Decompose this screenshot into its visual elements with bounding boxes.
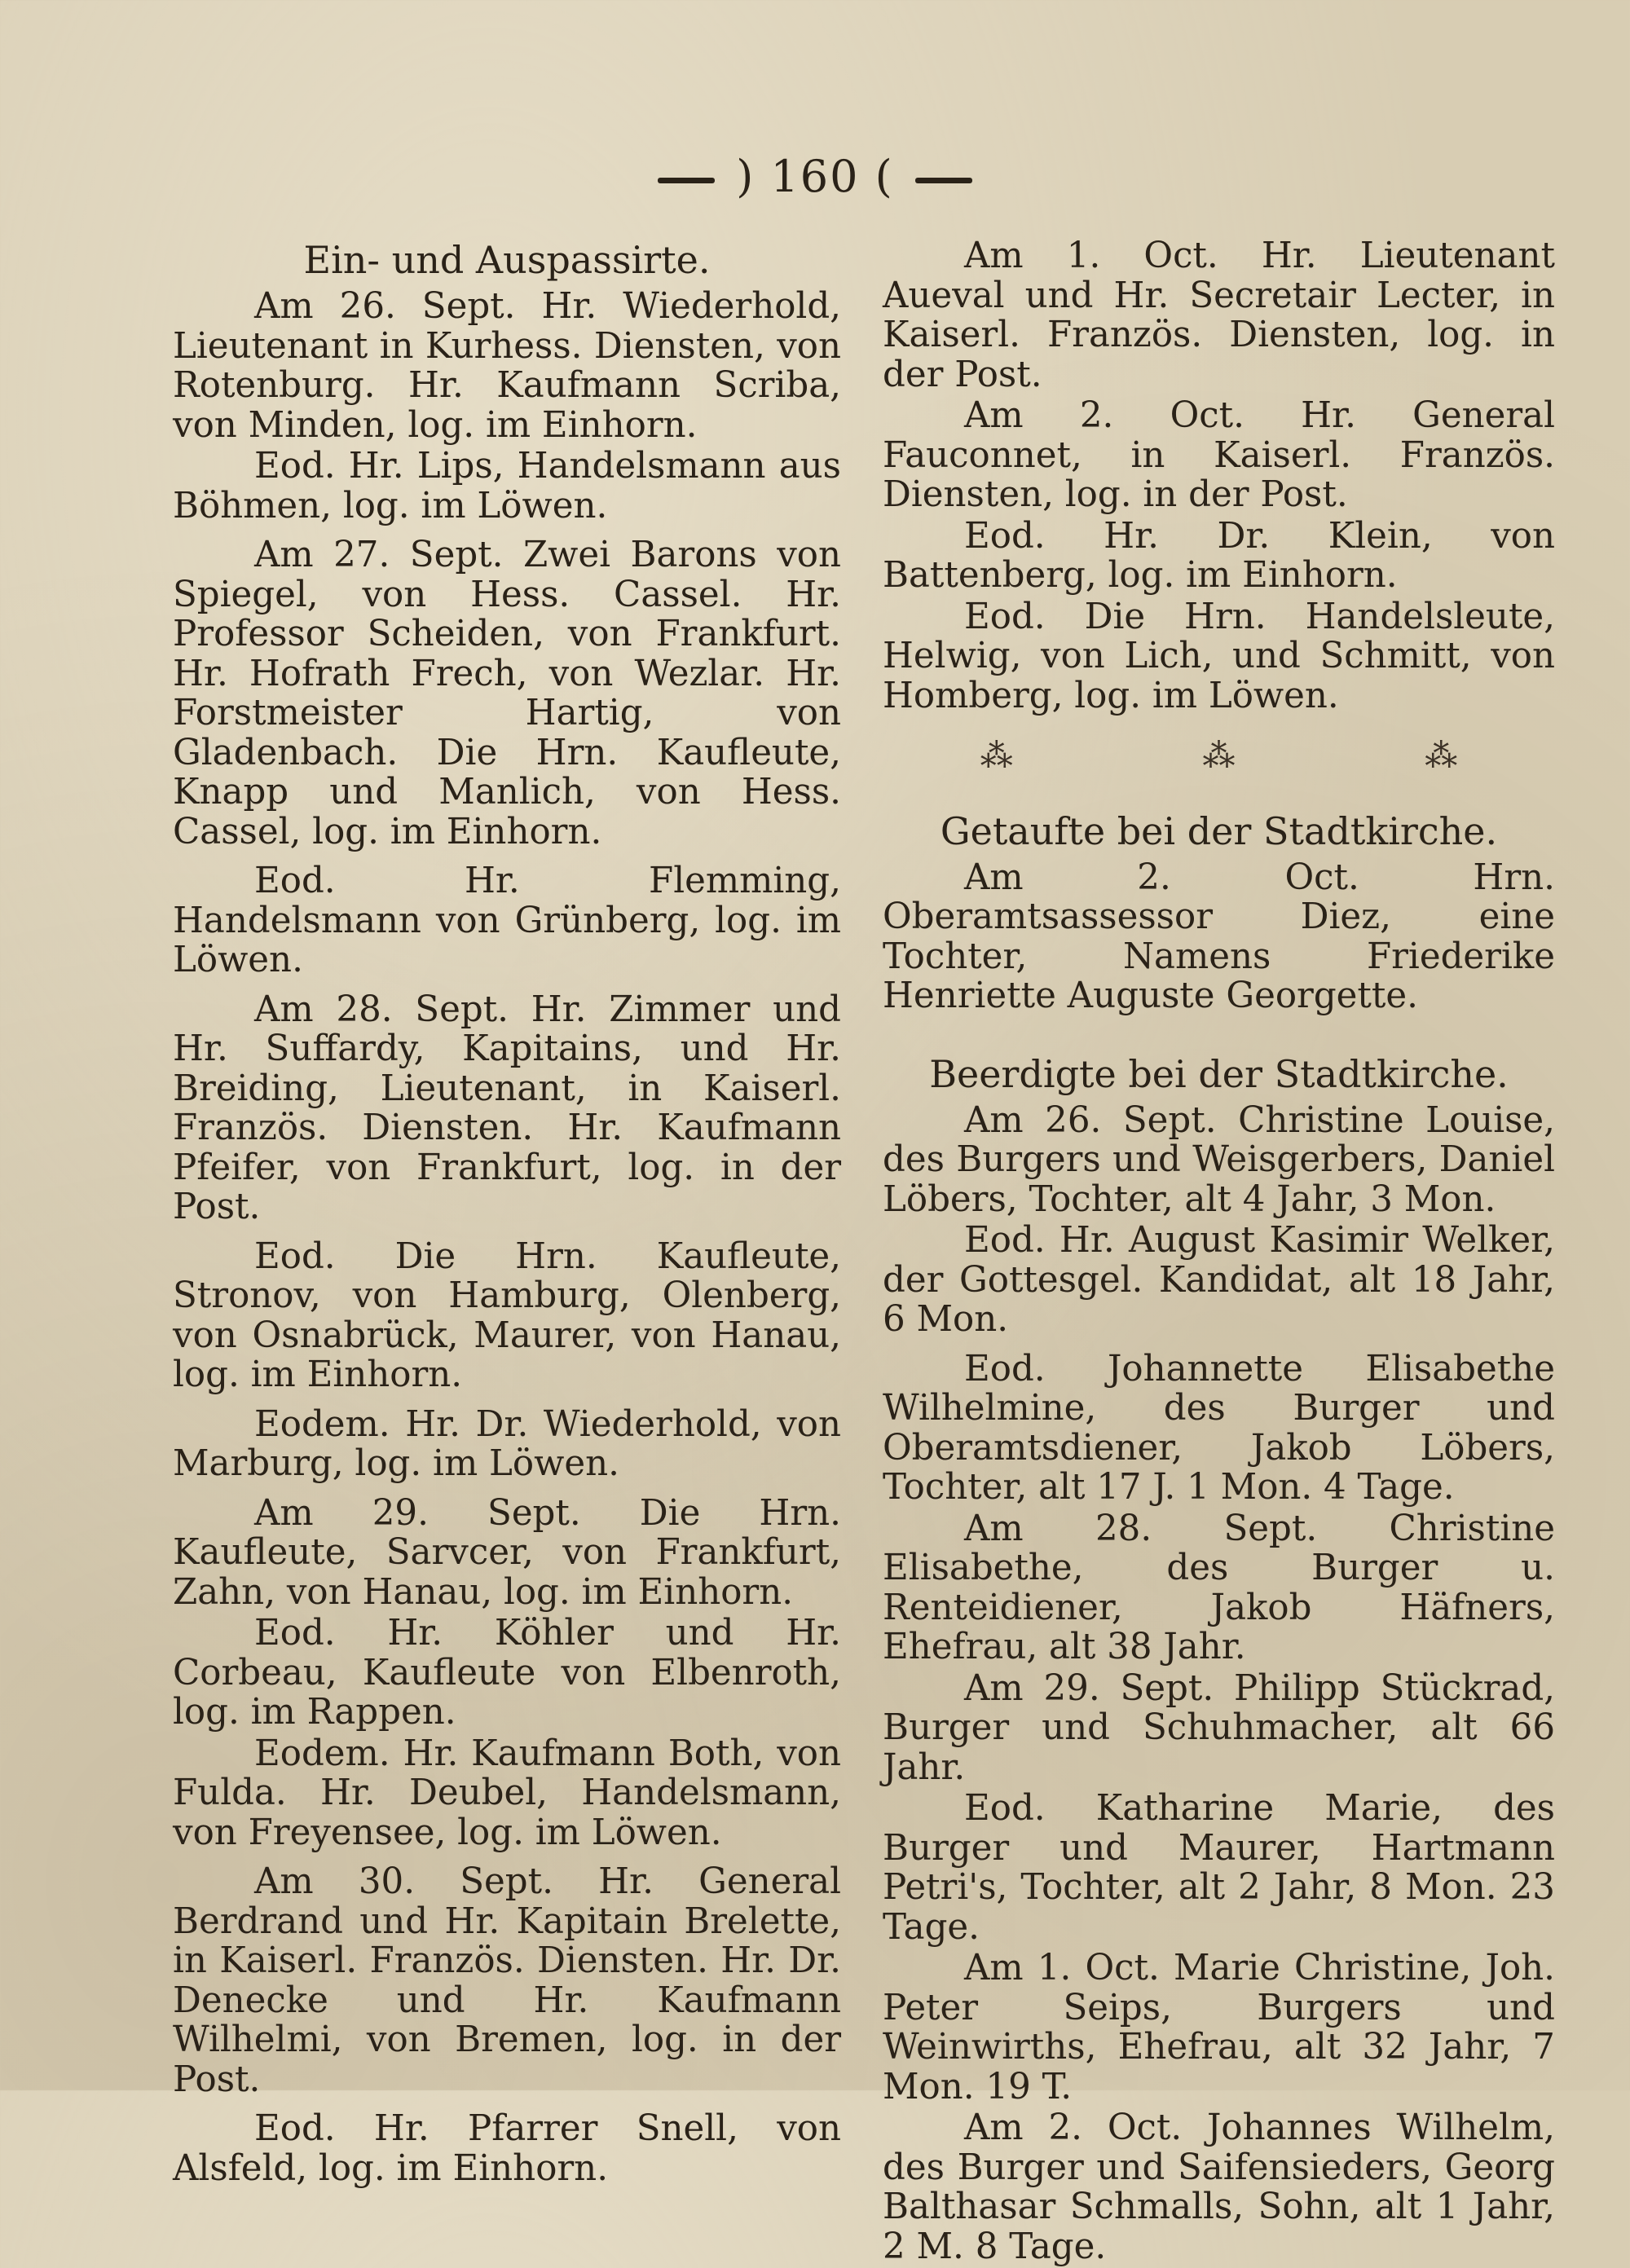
right-column — [883, 236, 1555, 2268]
section-heading-burials: Beerdigte bei der Stadtkirche. — [929, 1051, 1509, 1096]
entry-paragraph: Eod. Katharine Marie, des Burger und Maurer, Hartmann Petri's, Tochter, alt 2 Jahr, 8 Mon. 23 Tage. — [883, 1788, 1555, 1948]
header-rule-right — [915, 178, 972, 183]
entry-paragraph: Eod. Hr. Flemming, Handelsmann von Grünberg, log. im Löwen. — [173, 861, 841, 980]
entry-paragraph: Eod. Hr. Köhler und Hr. Corbeau, Kaufleute von Elbenroth, log. im Rappen. — [173, 1613, 841, 1733]
entry-paragraph: Am 30. Sept. Hr. General Berdrand und Hr. Kapitain Brelette, in Kaiserl. Französ. Diensten. Hr. Dr. Denecke und Hr. Kaufmann Wilhelmi, von Bremen, log. in der Post. — [173, 1861, 841, 2100]
entry-paragraph: Eodem. Hr. Dr. Wiederhold, von Marburg, log. im Löwen. — [173, 1403, 841, 1484]
left-column — [173, 236, 841, 2198]
entry-paragraph: Am 29. Sept. Philipp Stückrad, Burger und Schuhmacher, alt 66 Jahr. — [883, 1667, 1555, 1788]
entry-paragraph: Am 2. Oct. Hrn. Oberamtsassessor Diez, eine Tochter, Namens Friederike Henriette Auguste Georgette. — [883, 857, 1555, 1016]
section-spacer — [883, 1026, 1555, 1050]
entry-paragraph: Eod. Die Hrn. Kaufleute, Stronov, von Hamburg, Olenberg, von Osnabrück, Maurer, von Hanau, log. im Einhorn. — [173, 1235, 841, 1395]
entry-paragraph: Eod. Hr. Lips, Handelsmann aus Böhmen, log. im Löwen. — [173, 446, 841, 526]
entry-paragraph: Am 28. Sept. Hr. Zimmer und Hr. Suffardy, Kapitains, und Hr. Breiding, Lieutenant, in Kaiserl. Französ. Diensten. Hr. Kaufmann Pfeifer, von Frankfurt, log. in der Post. — [173, 989, 841, 1227]
entry-paragraph: Am 2. Oct. Hr. General Fauconnet, in Kaiserl. Französ. Diensten, log. in der Post. — [883, 395, 1555, 515]
entry-paragraph: Eod. Johannette Elisabethe Wilhelmine, des Burger und Oberamtsdiener, Jakob Löbers, Tochter, alt 17 J. 1 Mon. 4 Tage. — [883, 1348, 1555, 1508]
page-header — [0, 151, 1630, 202]
section-heading-baptisms: Getaufte bei der Stadtkirche. — [940, 808, 1498, 853]
entry-paragraph: Am 27. Sept. Zwei Barons von Spiegel, von Hess. Cassel. Hr. Professor Scheiden, von Frankfurt. Hr. Hofrath Frech, von Wezlar. Hr. Forstmeister Hartig, von Gladenbach. Die Hrn. Kaufleute, Knapp und Manlich, von Hess. Cassel, log. im Einhorn. — [173, 535, 841, 852]
entry-paragraph: Eod. Hr. Pfarrer Snell, von Alsfeld, log. im Einhorn. — [173, 2108, 841, 2189]
entry-paragraph: Eod. Die Hrn. Handelsleute, Helwig, von Lich, und Schmitt, von Homberg, log. im Löwen. — [883, 596, 1555, 716]
entry-paragraph: Am 1. Oct. Hr. Lieutenant Aueval und Hr. Secretair Lecter, in Kaiserl. Französ. Diensten, log. in der Post. — [883, 236, 1555, 395]
entry-paragraph: Eodem. Hr. Kaufmann Both, von Fulda. Hr. Deubel, Handelsmann, von Freyensee, log. im Löwen. — [173, 1733, 841, 1853]
entry-paragraph: Eod. Hr. August Kasimir Welker, der Gottesgel. Kandidat, alt 18 Jahr, 6 Mon. — [883, 1220, 1555, 1340]
section-heading-arrivals: Ein- und Auspassirte. — [303, 238, 711, 282]
entry-paragraph: Eod. Hr. Dr. Klein, von Battenberg, log. im Einhorn. — [883, 515, 1555, 596]
page-number: ) 160 ( — [736, 151, 894, 202]
entry-paragraph: Am 1. Oct. Marie Christine, Joh. Peter Seips, Burgers und Weinwirths, Ehefrau, alt 32 Jahr, 7 Mon. 19 T. — [883, 1948, 1555, 2107]
section-ornament: ⁂ ⁂ ⁂ — [980, 738, 1548, 775]
entry-paragraph: Am 26. Sept. Christine Louise, des Burgers und Weisgerbers, Daniel Löbers, Tochter, alt 4 Jahr, 3 Mon. — [883, 1099, 1555, 1220]
header-rule-left — [658, 178, 715, 183]
entry-paragraph: Am 28. Sept. Christine Elisabethe, des Burger u. Renteidiener, Jakob Häfners, Ehefrau, alt 38 Jahr. — [883, 1508, 1555, 1667]
entry-paragraph: Am 29. Sept. Die Hrn. Kaufleute, Sarvcer, von Frankfurt, Zahn, von Hanau, log. im Einhorn. — [173, 1492, 841, 1613]
entry-paragraph: Am 26. Sept. Hr. Wiederhold, Lieutenant in Kurhess. Diensten, von Rotenburg. Hr. Kaufmann Scriba, von Minden, log. im Einhorn. — [173, 286, 841, 446]
entry-paragraph: Am 2. Oct. Johannes Wilhelm, des Burger und Saifensieders, Georg Balthasar Schmalls, Sohn, alt 1 Jahr, 2 M. 8 Tage. — [883, 2107, 1555, 2267]
